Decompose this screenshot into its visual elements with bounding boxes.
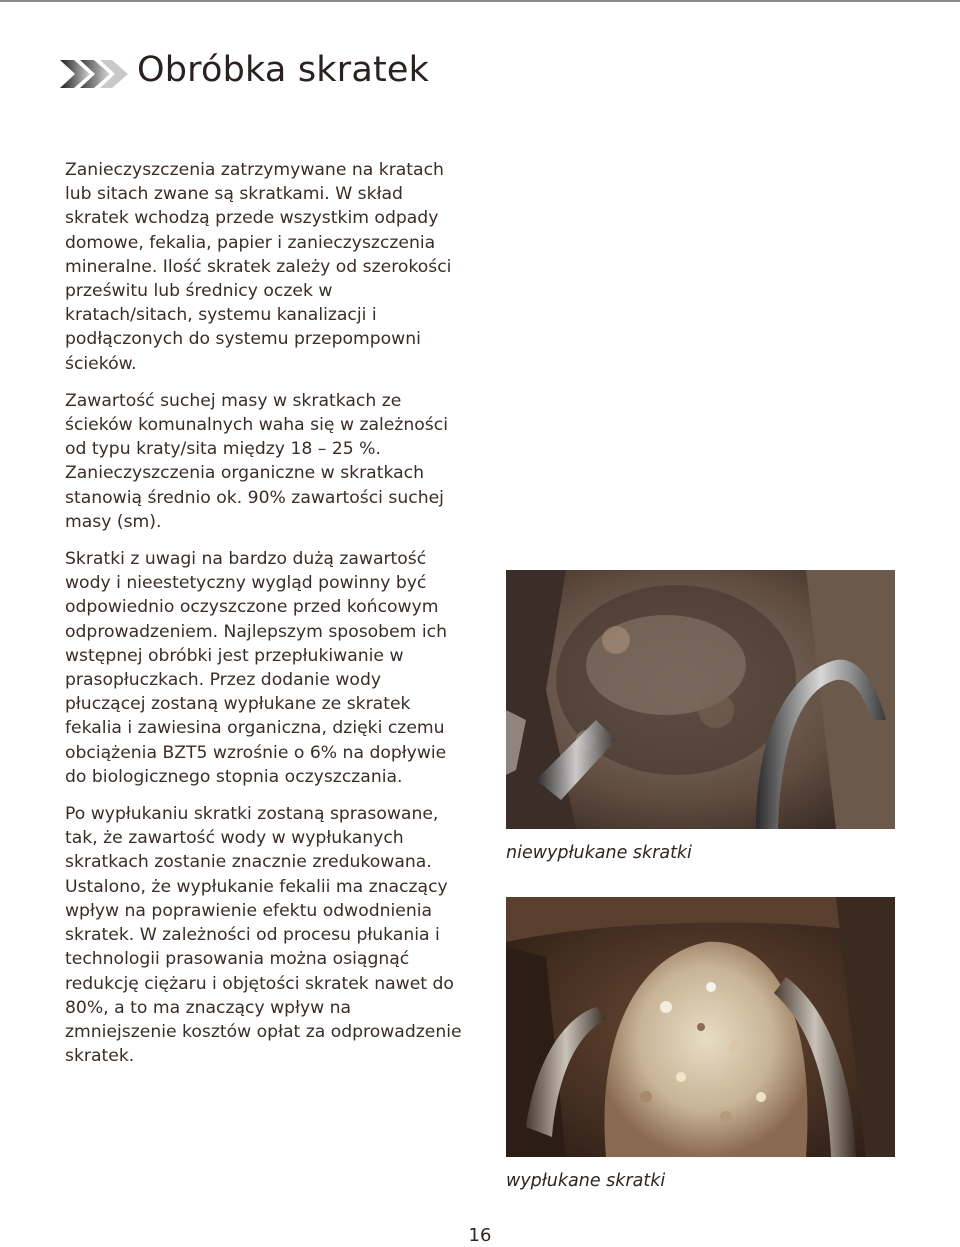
- double-chevron-right-icon: [60, 60, 128, 88]
- paragraph-3: Skratki z uwagi na bardzo dużą zawartość wody i nieestetyczny wygląd powinny być odpowiednio oczyszczone przed końcowym odprowadzeniem. Najlepszym sposobem ich wstępnej obróbki jest przepłukiwanie w prasopłuczkach. Przez dodanie wody płuczącej zostaną wypłukane ze skratek fekalia i zawiesina organiczna, dzięki czemu obciążenia BZT5 wzrośnie o 6% na dopływie do biologicznego stopnia oczyszczania.: [65, 549, 447, 787]
- page-title: Obróbka skratek: [137, 50, 430, 90]
- photo-unwashed-screenings: [506, 570, 895, 829]
- caption-unwashed: niewypłukane skratki: [506, 843, 692, 863]
- paragraph-1: Zanieczyszczenia zatrzymywane na kratach lub sitach zwane są skratkami. W skład skratek wchodzą przede wszystkim odpady domowe, fekalia, papier i zanieczyszczenia mineralne. Ilość skratek zależy od szerokości prześwitu lub średnicy oczek w kratach/sitach, systemu kanalizacji i podłączonych do systemu przepompowni ścieków.: [65, 160, 452, 374]
- page-number: 16: [468, 1225, 492, 1246]
- caption-washed: wypłukane skratki: [506, 1171, 666, 1191]
- paragraph-2: Zawartość suchej masy w skratkach ze ścieków komunalnych waha się w zależności od typu kraty/sita między 18 – 25 %. Zanieczyszczenia organiczne w skratkach stanowią średnio ok. 90% zawartości suchej masy (sm).: [65, 390, 448, 532]
- article-body: [65, 158, 465, 1081]
- top-rule: [0, 0, 960, 2]
- photo-washed-screenings: [506, 897, 895, 1157]
- paragraph-4: Po wypłukaniu skratki zostaną sprasowane, tak, że zawartość wody w wypłukanych skratkach zostanie znacznie zredukowana. Ustalono, że wypłukanie fekalii ma znaczący wpływ na poprawienie efektu odwodnienia skratek. W zależności od procesu płukania i technologii prasowania można osiągnąć redukcję ciężaru i objętości skratek nawet do 80%, a to ma znaczący wpływ na zmniejszenie kosztów opłat za odprowadzenie skratek.: [65, 804, 462, 1067]
